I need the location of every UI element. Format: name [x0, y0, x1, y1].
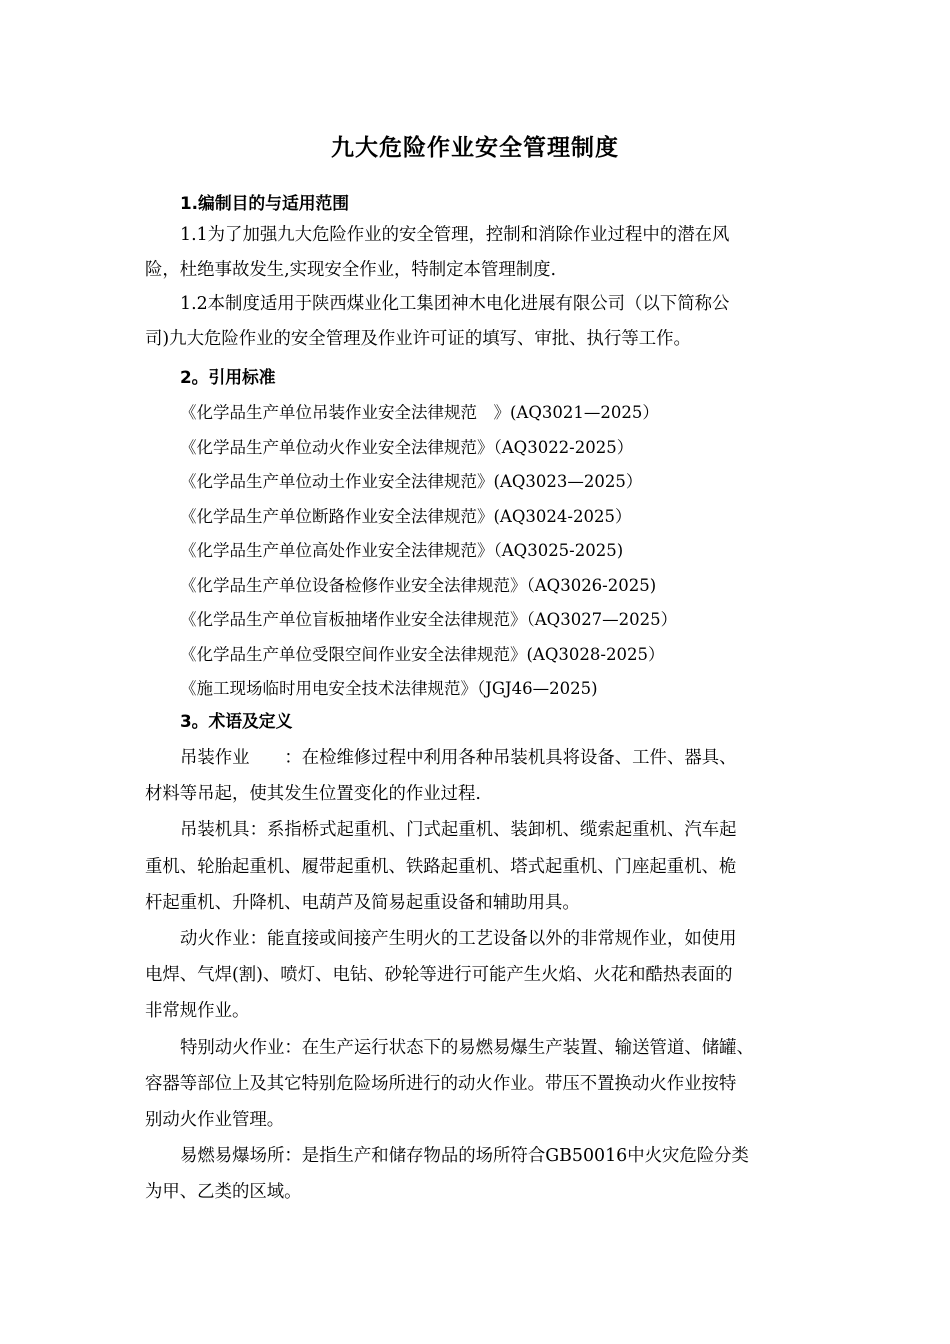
text-line: 为甲、乙类的区域。	[145, 1182, 302, 1203]
text-line: 1.1为了加强九大危险作业的安全管理，控制和消除作业过程中的潜在风	[180, 225, 730, 245]
text-line: 易燃易爆场所：是指生产和储存物品的场所符合GB50016中火灾危险分类	[180, 1146, 749, 1167]
standard-item: 《化学品生产单位断路作业安全法律规范》(AQ3024-2025）	[180, 506, 632, 526]
text-line: 容器等部位上及其它特别危险场所进行的动火作业。带压不置换动火作业按特	[145, 1073, 737, 1094]
text-line: 动火作业：能直接或间接产生明火的工艺设备以外的非常规作业，如使用	[180, 929, 737, 950]
definitions	[145, 740, 825, 1211]
text-line: 特别动火作业：在生产运行状态下的易燃易爆生产装置、输送管道、储罐、	[180, 1037, 754, 1058]
text-line: 险，杜绝事故发生,实现安全作业，特制定本管理制度.	[145, 260, 557, 280]
text-line: 非常规作业。	[145, 1001, 250, 1022]
paragraph-1-2	[145, 287, 825, 357]
standard-item: 《化学品生产单位设备检修作业安全法律规范》（AQ3026-2025)	[180, 575, 657, 595]
standard-item: 《化学品生产单位高处作业安全法律规范》（AQ3025-2025)	[180, 541, 624, 560]
section-3-heading: 3。术语及定义	[180, 711, 293, 731]
text-line: 吊装机具：系指桥式起重机、门式起重机、装卸机、缆索起重机、汽车起	[180, 820, 737, 841]
text-line: 司)九大危险作业的安全管理及作业许可证的填写、审批、执行等工作。	[145, 329, 691, 349]
standard-item: 《化学品生产单位受限空间作业安全法律规范》(AQ3028-2025）	[180, 644, 665, 664]
text-line: 1.2本制度适用于陕西煤业化工集团神木电化进展有限公司（以下简称公	[180, 294, 730, 314]
standards-list	[145, 396, 825, 707]
document-title: 九大危险作业安全管理制度	[331, 135, 619, 161]
text-line: 电焊、气焊(割)、喷灯、电钻、砂轮等进行可能产生火焰、火花和酷热表面的	[145, 965, 733, 986]
standard-item: 《化学品生产单位盲板抽堵作业安全法律规范》（AQ3027—2025）	[180, 610, 678, 629]
paragraph-1-1	[145, 218, 825, 288]
standard-item: 《化学品生产单位动土作业安全法律规范》(AQ3023—2025）	[180, 472, 643, 491]
text-line: 吊装作业 ：在检维修过程中利用各种吊装机具将设备、工件、器具、	[180, 748, 737, 768]
text-line: 别动火作业管理。	[145, 1110, 285, 1131]
standard-item: 《化学品生产单位吊装作业安全法律规范 》(AQ3021—2025）	[180, 403, 659, 422]
standard-item: 《化学品生产单位动火作业安全法律规范》（AQ3022-2025）	[180, 437, 634, 457]
section-1-heading: 1.编制目的与适用范围	[180, 193, 350, 213]
text-line: 杆起重机、升降机、电葫芦及简易起重设备和辅助用具。	[145, 892, 580, 913]
text-line: 重机、轮胎起重机、履带起重机、铁路起重机、塔式起重机、门座起重机、桅	[145, 856, 737, 877]
section-2-heading: 2。引用标准	[180, 367, 276, 387]
text-line: 材料等吊起，使其发生位置变化的作业过程.	[145, 784, 481, 805]
standard-item: 《施工现场临时用电安全技术法律规范》（JGJ46—2025)	[180, 679, 598, 698]
